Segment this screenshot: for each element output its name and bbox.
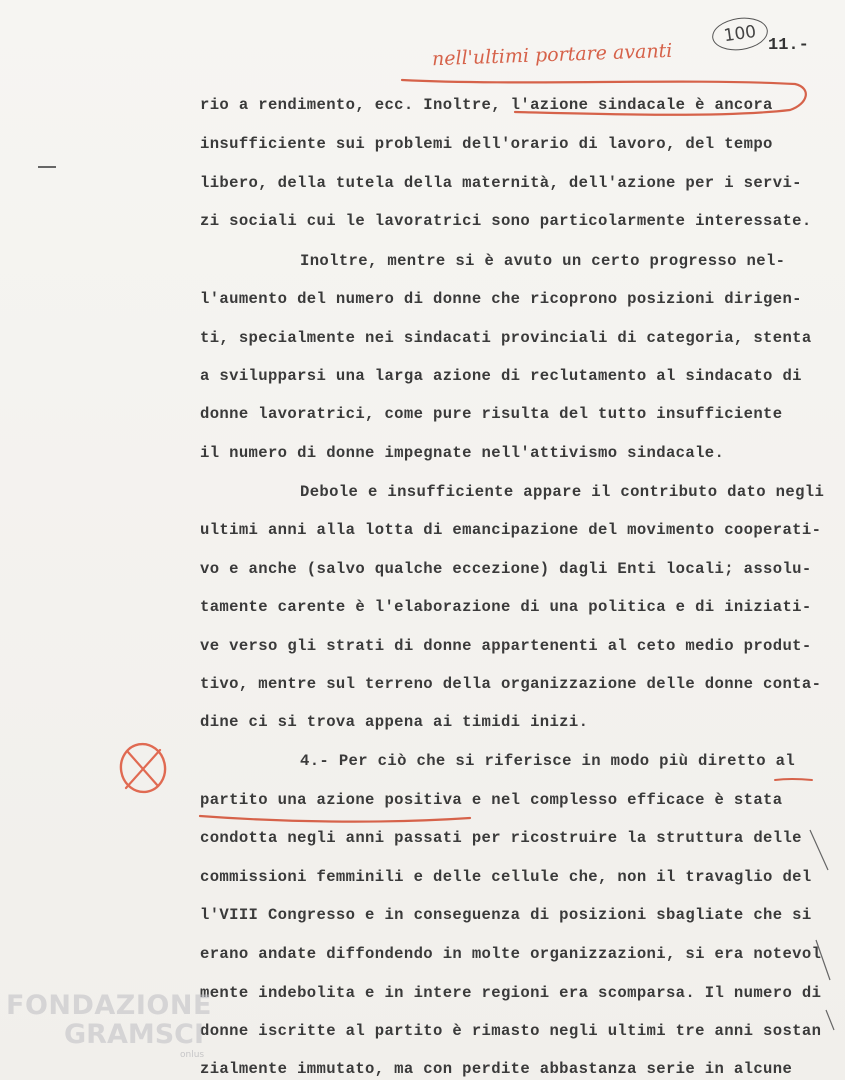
text-line: l'VIII Congresso e in conseguenza di posizioni sbagliate che si bbox=[200, 906, 812, 924]
archive-watermark bbox=[6, 992, 212, 1048]
text-line: Debole e insufficiente appare il contributo dato negli bbox=[300, 483, 825, 501]
text-line: rio a rendimento, ecc. Inoltre, l'azione sindacale è ancora bbox=[200, 96, 773, 114]
text-line: 4.- Per ciò che si riferisce in modo più diretto al bbox=[300, 752, 796, 770]
text-line: donne iscritte al partito è rimasto negli ultimi tre anni sostan bbox=[200, 1022, 822, 1040]
watermark-small: onlus bbox=[180, 1050, 205, 1060]
text-line: dine ci si trova appena ai timidi inizi. bbox=[200, 713, 589, 731]
pencil-underline-mid bbox=[200, 816, 470, 822]
circled-page-number: 100 bbox=[710, 14, 770, 53]
text-line: zialmente immutato, ma con perdite abbastanza serie in alcune bbox=[200, 1060, 793, 1078]
pencil-mark-right bbox=[810, 830, 834, 1030]
text-line: Inoltre, mentre si è avuto un certo progresso nel- bbox=[300, 252, 786, 270]
pencil-underline-right bbox=[775, 779, 812, 780]
text-line: ti, specialmente nei sindacati provinciali di categoria, stenta bbox=[200, 329, 812, 347]
text-line: partito una azione positiva e nel complesso efficace è stata bbox=[200, 791, 783, 809]
watermark-line1: FONDAZIONE bbox=[6, 990, 212, 1021]
text-line: vo e anche (salvo qualche eccezione) dagli Enti locali; assolu- bbox=[200, 560, 812, 578]
text-line: tamente carente è l'elaborazione di una politica e di iniziati- bbox=[200, 598, 812, 616]
text-line: zi sociali cui le lavoratrici sono particolarmente interessate. bbox=[200, 212, 812, 230]
text-line: insufficiente sui problemi dell'orario di lavoro, del tempo bbox=[200, 135, 773, 153]
text-line: libero, della tutela della maternità, dell'azione per i servi- bbox=[200, 174, 802, 192]
page-number: 11.- bbox=[768, 36, 809, 55]
handwritten-annotation: nell'ultimi portare avanti bbox=[431, 39, 673, 71]
text-line: erano andate diffondendo in molte organizzazioni, si era notevol bbox=[200, 945, 822, 963]
watermark-line2: GRAMSCI bbox=[64, 1019, 205, 1050]
text-line: l'aumento del numero di donne che ricoprono posizioni dirigen- bbox=[200, 290, 802, 308]
text-line: ve verso gli strati di donne appartenenti al ceto medio produt- bbox=[200, 637, 812, 655]
text-line: a svilupparsi una larga azione di reclutamento al sindacato di bbox=[200, 367, 802, 385]
pencil-underline-top bbox=[402, 80, 806, 115]
text-line: ultimi anni alla lotta di emancipazione del movimento cooperati- bbox=[200, 521, 822, 539]
text-line: mente indebolita e in intere regioni era scomparsa. Il numero di bbox=[200, 984, 822, 1002]
text-line: condotta negli anni passati per ricostruire la struttura delle bbox=[200, 829, 802, 847]
text-line: commissioni femminili e delle cellule che, non il travaglio del bbox=[200, 868, 812, 886]
circled-cross-icon bbox=[117, 741, 169, 796]
text-line: il numero di donne impegnate nell'attivismo sindacale. bbox=[200, 444, 725, 462]
text-line: donne lavoratrici, come pure risulta del tutto insufficiente bbox=[200, 405, 783, 423]
text-line: tivo, mentre sul terreno della organizzazione delle donne conta- bbox=[200, 675, 822, 693]
